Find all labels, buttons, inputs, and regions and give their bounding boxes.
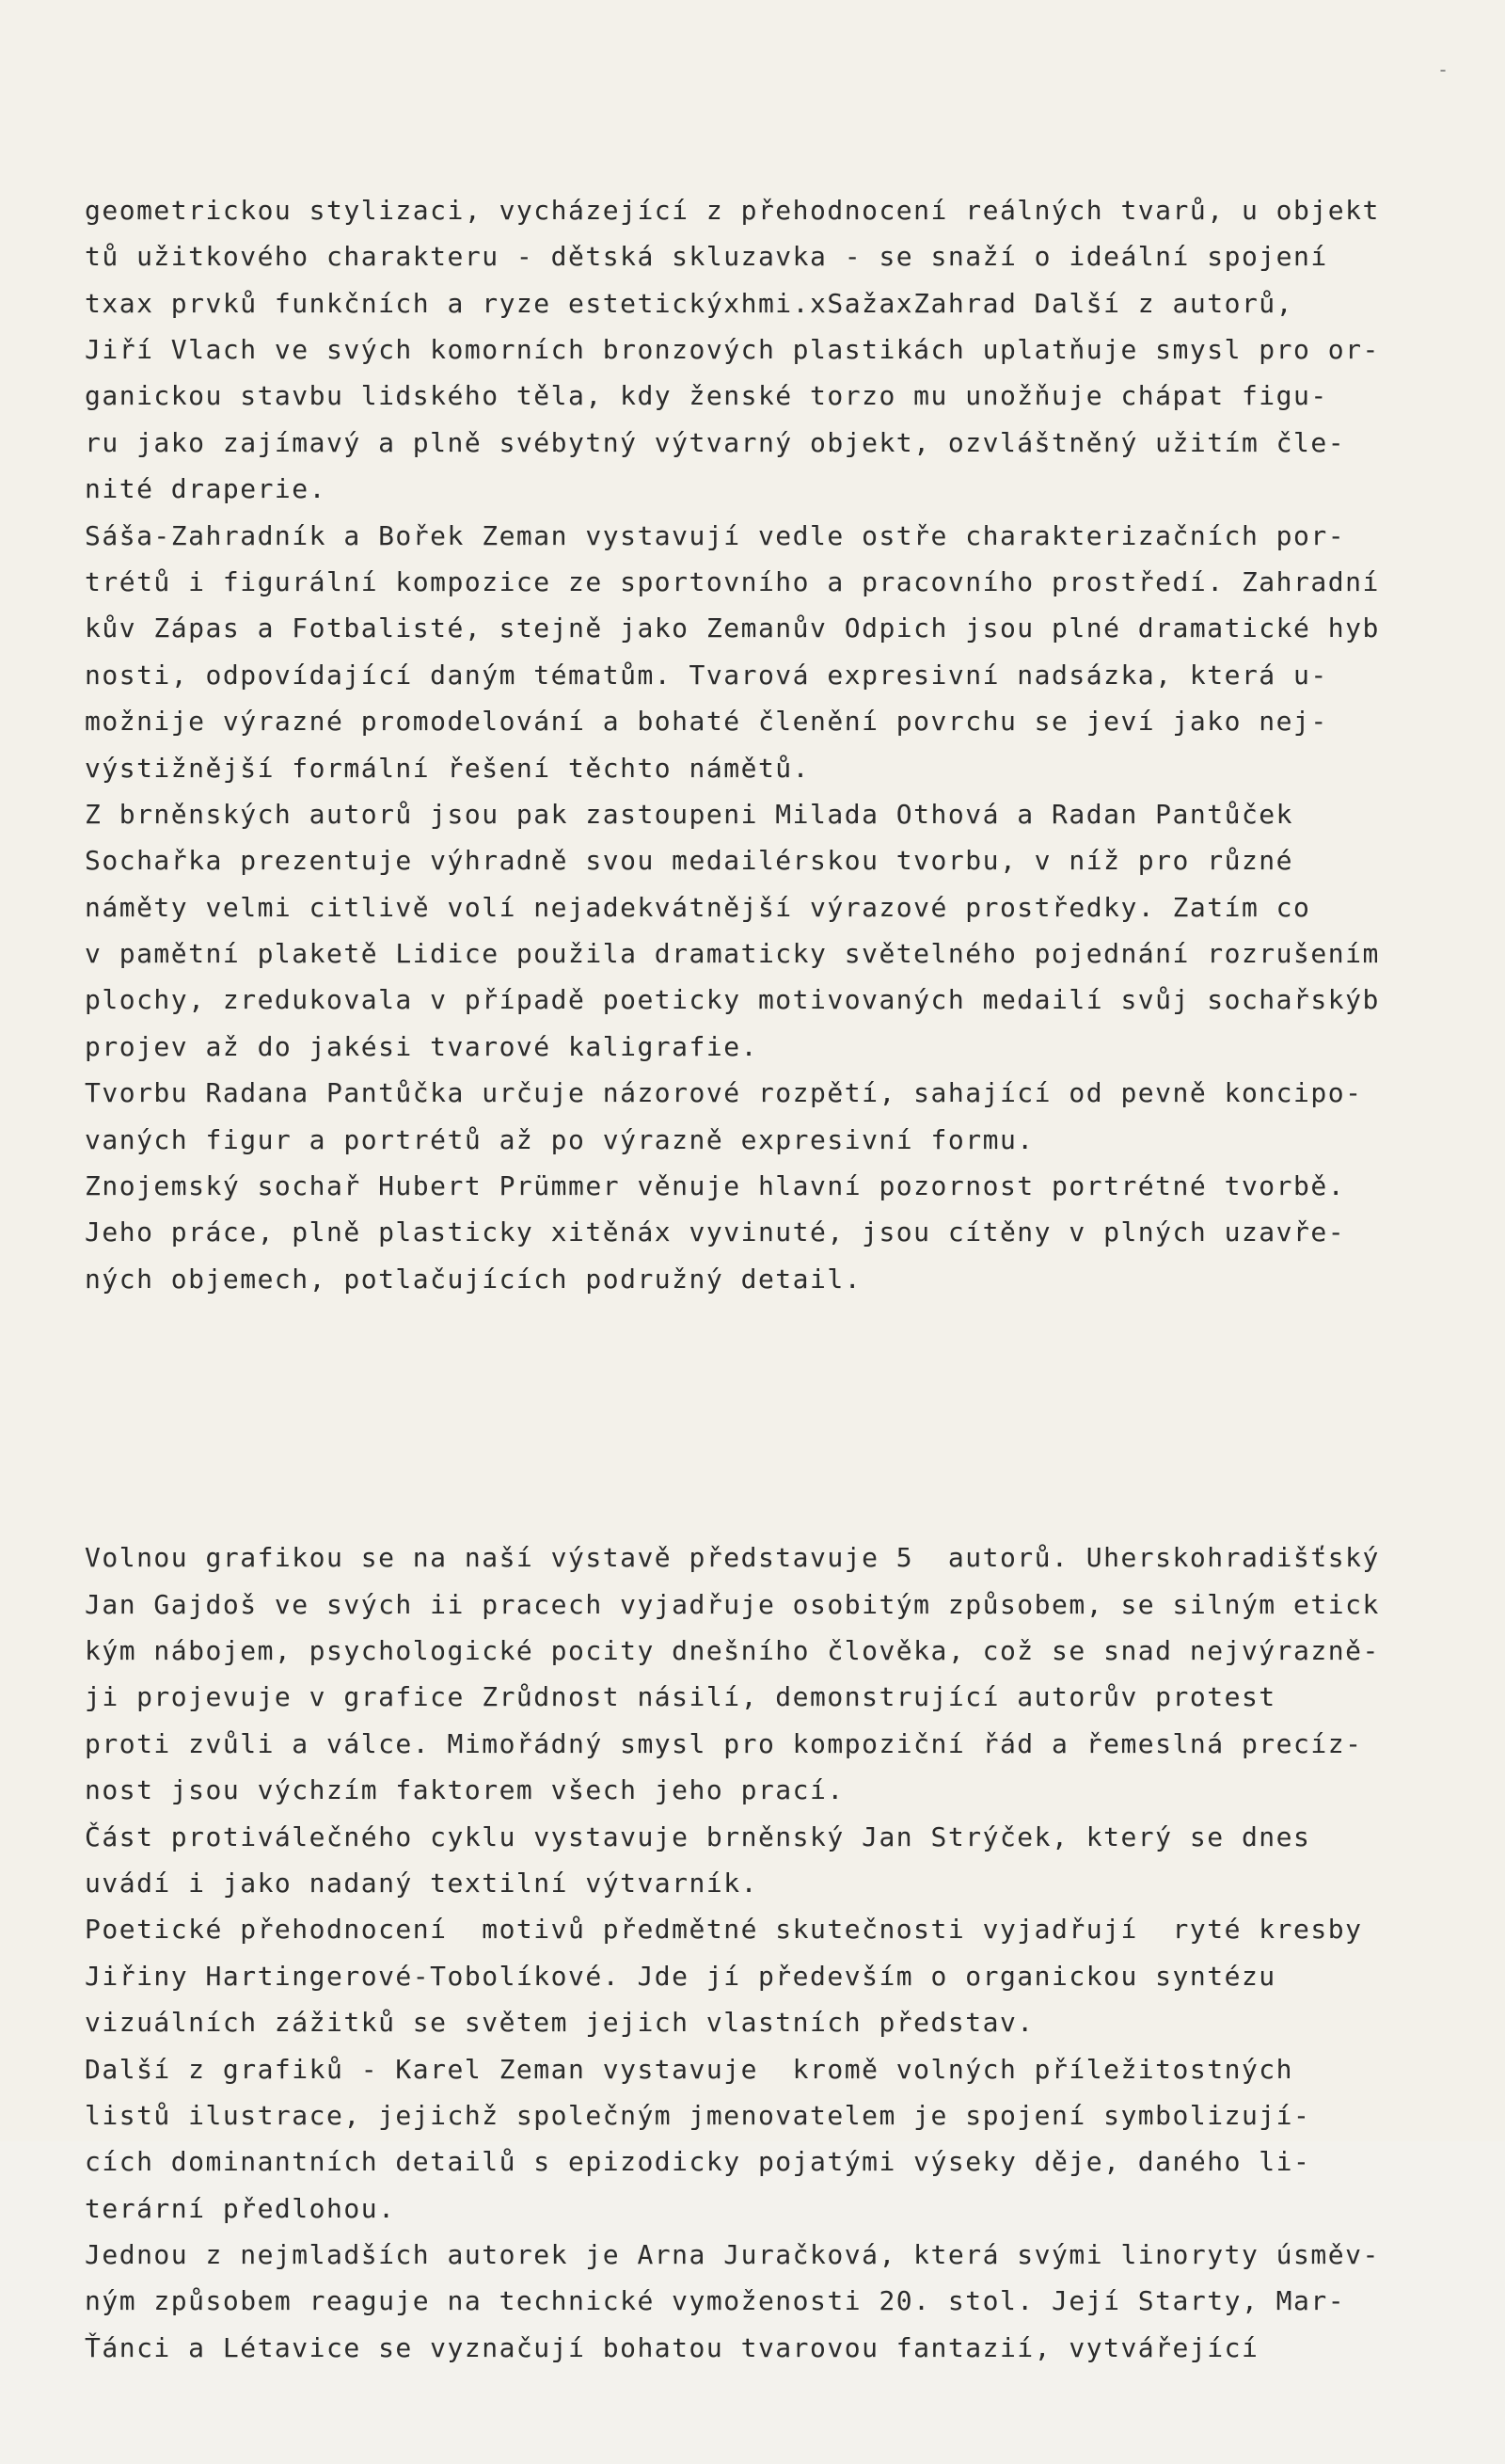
text-line: listů ilustrace, jejichž společným jmenovatelem je spojení symbolizují- — [85, 2099, 1311, 2131]
text-line: vizuálních zážitků se světem jejich vlastních představ. — [85, 2007, 1035, 2039]
paragraph-graphics — [85, 1534, 1496, 2371]
text-line: projev až do jakési tvarové kaligrafie. — [85, 1030, 758, 1062]
paragraph-sculptors — [85, 187, 1496, 1302]
text-line: Znojemský sochař Hubert Prümmer věnuje hlavní pozornost portrétné tvorbě. — [85, 1170, 1346, 1202]
text-line: v pamětní plaketě Lidice použila dramaticky světelného pojednání rozrušením — [85, 938, 1380, 970]
text-line: tů užitkového charakteru - dětská skluzavka - se snaží o ideální spojení — [85, 241, 1328, 273]
text-line: terární předlohou. — [85, 2192, 396, 2224]
text-line: Jeho práce, plně plasticky xitěnáx vyvinuté, jsou cítěny v plných uzavře- — [85, 1216, 1346, 1248]
text-line: kův Zápas a Fotbalisté, stejně jako Zemanův Odpich jsou plné dramatické hyb — [85, 612, 1380, 644]
text-line: možnije výrazné promodelování a bohaté členění povrchu se jeví jako nej- — [85, 706, 1328, 738]
text-line: ru jako zajímavý a plně svébytný výtvarný objekt, ozvláštněný užitím čle- — [85, 426, 1346, 458]
text-line: Část protiválečného cyklu vystavuje brněnský Jan Strýček, který se dnes — [85, 1820, 1311, 1852]
text-line: Sochařka prezentuje výhradně svou medailérskou tvorbu, v níž pro různé — [85, 845, 1294, 877]
text-line: Poetické přehodnocení motivů předmětné skutečnosti vyjadřují ryté kresby — [85, 1914, 1363, 1946]
text-line: Další z grafiků - Karel Zeman vystavuje kromě volných příležitostných — [85, 2053, 1294, 2085]
text-line: Jiří Vlach ve svých komorních bronzových plastikách uplatňuje smysl pro or- — [85, 333, 1380, 365]
text-line: ných objemech, potlačujících podružný detail. — [85, 1263, 863, 1295]
text-line: cích dominantních detailů s epizodicky pojatými výseky děje, daného li- — [85, 2146, 1311, 2178]
page-mark: - — [1437, 58, 1450, 81]
text-line: Sáša-Zahradník a Bořek Zeman vystavují vedle ostře charakterizačních por- — [85, 519, 1346, 551]
text-line: kým nábojem, psychologické pocity dnešního člověka, což se snad nejvýrazně- — [85, 1634, 1380, 1666]
text-line: Jednou z nejmladších autorek je Arna Juračková, která svými linoryty úsměv- — [85, 2239, 1380, 2271]
text-line: proti zvůli a válce. Mimořádný smysl pro kompoziční řád a řemeslná precíz- — [85, 1727, 1363, 1759]
text-line: ným způsobem reaguje na technické vymoženosti 20. stol. Její Starty, Mar- — [85, 2285, 1346, 2317]
text-line: txax prvků funkčních a ryze estetickýxhmi.xSažaxZahrad Další z autorů, — [85, 287, 1294, 319]
text-line: nité draperie. — [85, 473, 327, 505]
text-line: geometrickou stylizaci, vycházející z přehodnocení reálných tvarů, u objekt — [85, 194, 1380, 226]
text-line: ji projevuje v grafice Zrůdnost násilí, demonstrující autorův protest — [85, 1681, 1276, 1713]
text-line: uvádí i jako nadaný textilní výtvarník. — [85, 1867, 758, 1899]
text-line: plochy, zredukovala v případě poeticky motivovaných medailí svůj sochařskýb — [85, 984, 1380, 1016]
document-text — [85, 94, 1496, 2464]
text-line: Volnou grafikou se na naší výstavě představuje 5 autorů. Uherskohradišťský — [85, 1542, 1380, 1574]
text-line: nost jsou výchzím faktorem všech jeho prací. — [85, 1774, 845, 1806]
text-line: Ťánci a Létavice se vyznačují bohatou tvarovou fantazií, vytvářející — [85, 2331, 1259, 2363]
text-line: nosti, odpovídající daným tématům. Tvarová expresivní nadsázka, která u- — [85, 659, 1328, 691]
text-line: Z brněnských autorů jsou pak zastoupeni Milada Othová a Radan Pantůček — [85, 798, 1294, 830]
text-line: Jiřiny Hartingerové-Tobolíkové. Jde jí především o organickou syntézu — [85, 1960, 1276, 1992]
text-line: Tvorbu Radana Pantůčka určuje názorové rozpětí, sahající od pevně koncipo- — [85, 1077, 1363, 1109]
text-line: vaných figur a portrétů až po výrazně expresivní formu. — [85, 1123, 1035, 1155]
text-line: trétů i figurální kompozice ze sportovního a pracovního prostředí. Zahradní — [85, 565, 1380, 597]
text-line: ganickou stavbu lidského těla, kdy ženské torzo mu unožňuje chápat figu- — [85, 380, 1328, 412]
text-line: výstižnější formální řešení těchto námětů. — [85, 752, 811, 784]
text-line: Jan Gajdoš ve svých ii pracech vyjadřuje osobitým způsobem, se silným etick — [85, 1588, 1380, 1620]
text-line: náměty velmi citlivě volí nejadekvátnější výrazové prostředky. Zatím co — [85, 891, 1311, 923]
paragraph-gap — [85, 1395, 1496, 1441]
